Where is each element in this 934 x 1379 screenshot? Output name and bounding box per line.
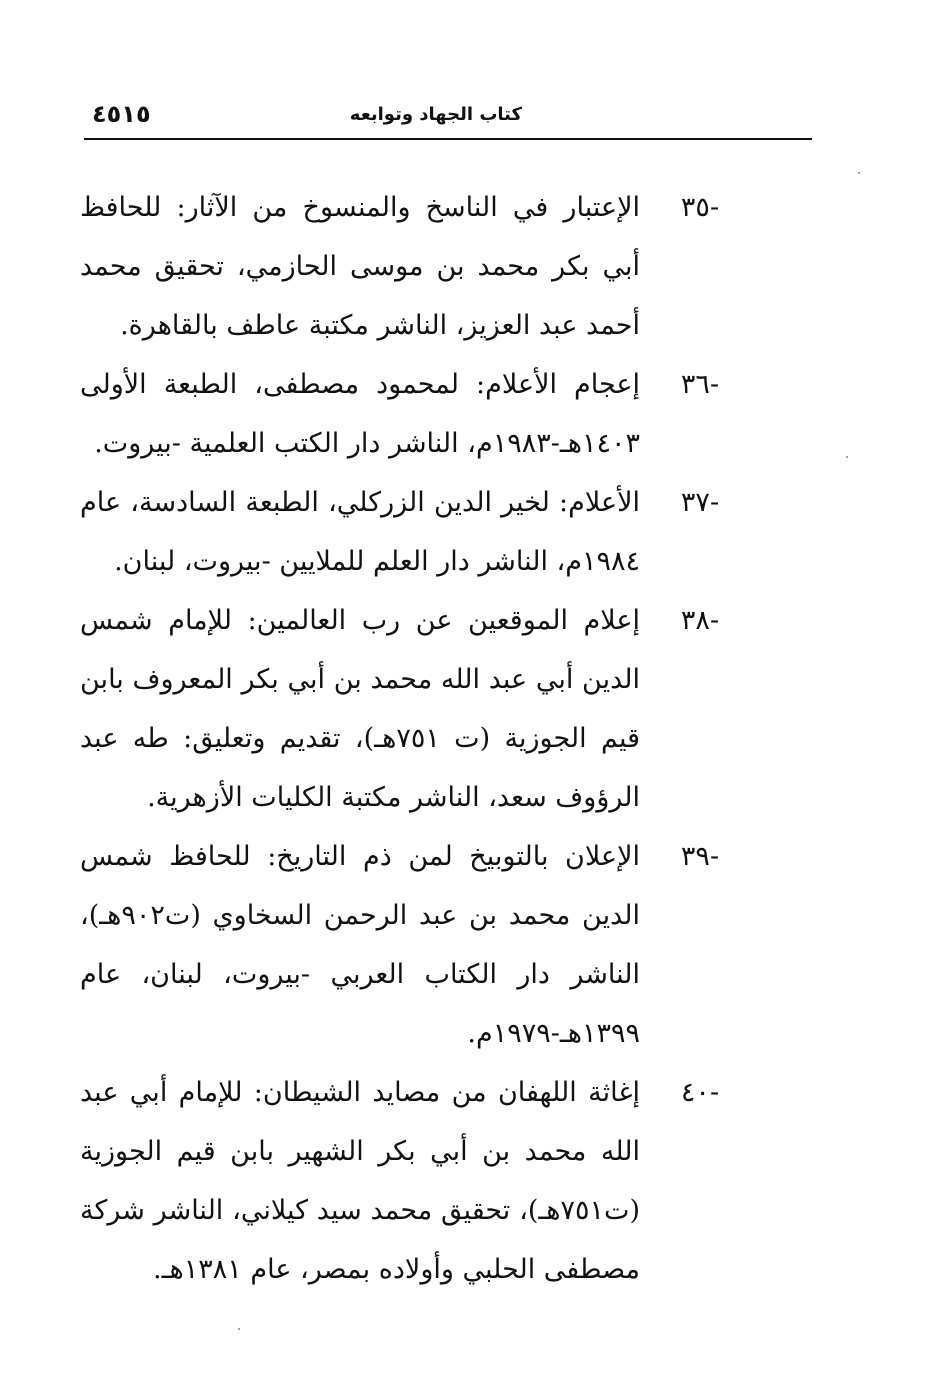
entry-number: -٣٧: [680, 487, 720, 518]
entry-text: الإعتبار في الناسخ والمنسوخ من الآثار: للحافظ أبي بكر محمد بن موسى الحازمي، تحقيق محمد أحمد عبد العزيز، الناشر مكتبة عاطف بالقاهرة.: [80, 192, 640, 341]
bibliography-entry-37: [80, 473, 760, 591]
entry-number: -٣٨: [680, 605, 720, 636]
bibliography-entry-40: [80, 1063, 760, 1299]
scan-speck: [238, 1328, 240, 1330]
entry-number: -٣٩: [680, 841, 720, 872]
entry-number: -٤٠: [680, 1077, 720, 1108]
header-rule: [84, 138, 812, 140]
bibliography-entry-35: [80, 178, 760, 355]
bibliography-entry-39: [80, 827, 760, 1063]
page-number: ٤٥١٥: [92, 100, 151, 128]
entry-number: -٣٥: [680, 192, 720, 223]
running-header: [84, 100, 812, 132]
entry-text: الأعلام: لخير الدين الزركلي، الطبعة السادسة، عام ١٩٨٤م، الناشر دار العلم للملايين -بيروت، لبنان.: [80, 487, 640, 577]
book-title: كتاب الجهاد وتوابعه: [349, 104, 522, 125]
scan-speck: [858, 172, 860, 174]
scan-speck: [846, 456, 848, 458]
entry-text: إغاثة اللهفان من مصايد الشيطان: للإمام أبي عبد الله محمد بن أبي بكر الشهير بابن قيم الجوزية (ت٧٥١هـ)، تحقيق محمد سيد كيلاني، الناشر شركة مصطفى الحلبي وأولاده بمصر، عام ١٣٨١هـ.: [80, 1077, 640, 1285]
bibliography-list: [80, 178, 760, 1299]
bibliography-entry-36: [80, 355, 760, 473]
entry-text: الإعلان بالتوبيخ لمن ذم التاريخ: للحافظ شمس الدين محمد بن عبد الرحمن السخاوي (ت٩٠٢هـ)، الناشر دار الكتاب العربي -بيروت، لبنان، عام ١٣٩٩هـ-١٩٧٩م.: [80, 841, 640, 1049]
entry-text: إعلام الموقعين عن رب العالمين: للإمام شمس الدين أبي عبد الله محمد بن أبي بكر المعروف بابن قيم الجوزية (ت ٧٥١هـ)، تقديم وتعليق: طه عبد الرؤوف سعد، الناشر مكتبة الكليات الأزهرية.: [80, 605, 641, 813]
entry-number: -٣٦: [680, 369, 720, 400]
entry-text: إعجام الأعلام: لمحمود مصطفى، الطبعة الأولى ١٤٠٣هـ-١٩٨٣م، الناشر دار الكتب العلمية -بيروت.: [80, 369, 640, 459]
bibliography-entry-38: [80, 591, 760, 827]
